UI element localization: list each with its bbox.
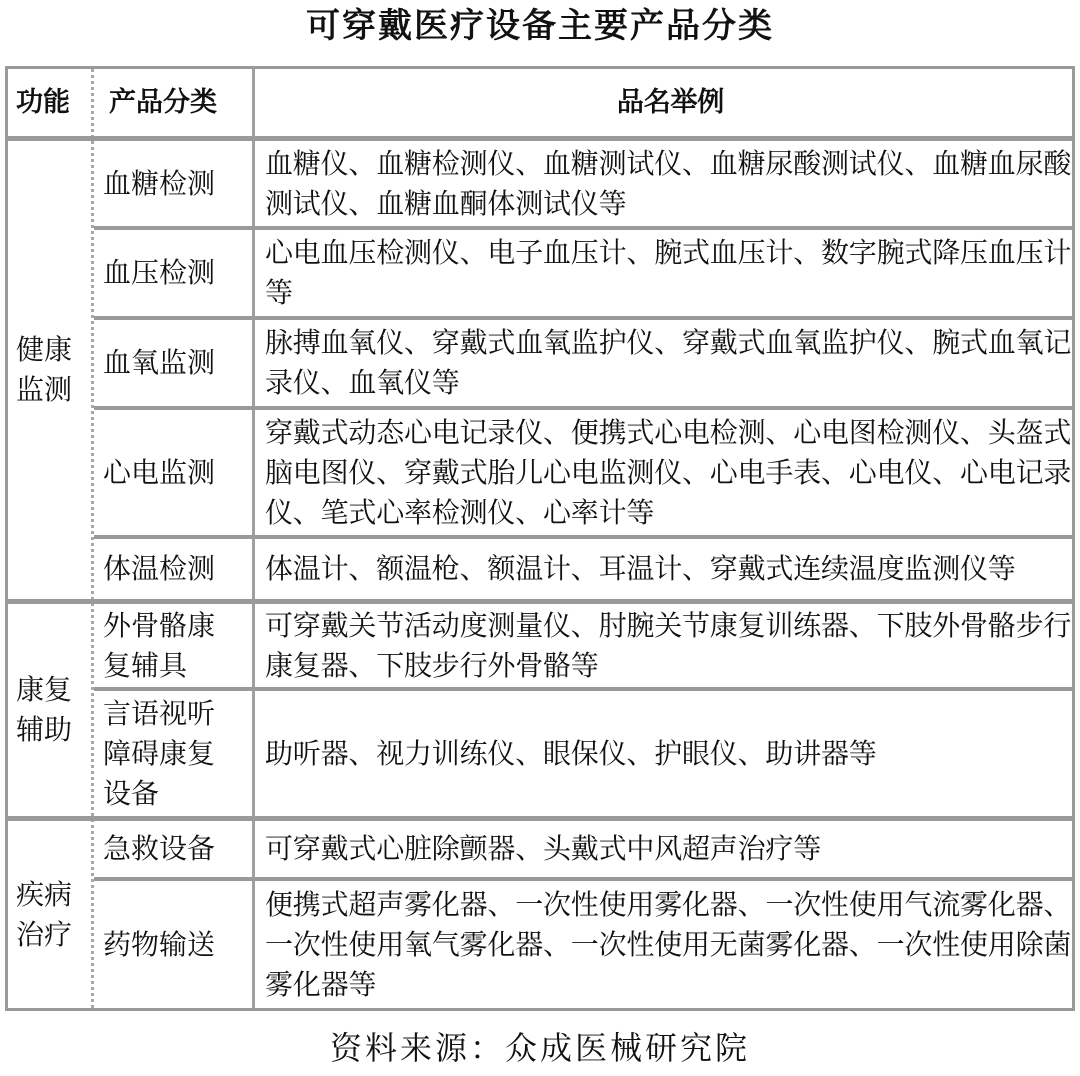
- group-treatment: 疾病治疗: [16, 877, 73, 951]
- group-rehabilitation: 康复辅助: [16, 673, 73, 746]
- examples-cell: 脉搏血氧仪、穿戴式血氧监护仪、穿戴式血氧监护仪、腕式血氧记录仪、血氧仪等: [265, 326, 1072, 399]
- category-cell: 血氧监测: [103, 346, 216, 379]
- category-cell: 外骨骼康复辅具: [103, 608, 216, 682]
- examples-cell: 穿戴式动态心电记录仪、便携式心电检测、心电图检测仪、头盔式脑电图仪、穿戴式胎儿心电监测仪、心电手表、心电仪、心电记录仪、笔式心率检测仪、心率计等: [265, 415, 1072, 529]
- product-table: [5, 66, 1075, 1011]
- examples-cell: 血糖仪、血糖检测仪、血糖测试仪、血糖尿酸测试仪、血糖血尿酸测试仪、血糖血酮体测试仪等: [265, 146, 1072, 220]
- category-cell: 心电监测: [103, 455, 216, 489]
- category-cell: 言语视听障碍康复设备: [103, 696, 216, 810]
- examples-cell: 体温计、额温枪、额温计、耳温计、穿戴式连续温度监测仪等: [265, 552, 1016, 585]
- category-cell: 体温检测: [103, 552, 216, 585]
- category-cell: 血糖检测: [103, 166, 216, 200]
- category-cell: 急救设备: [103, 832, 216, 865]
- examples-cell: 可穿戴式心脏除颤器、头戴式中风超声治疗等: [265, 832, 822, 865]
- examples-cell: 助听器、视力训练仪、眼保仪、护眼仪、助讲器等: [265, 736, 877, 770]
- source-note: 资料来源：众成医械研究院: [329, 1029, 750, 1067]
- category-cell: 血压检测: [103, 256, 216, 289]
- header-function: 功能: [16, 86, 70, 118]
- examples-cell: 便携式超声雾化器、一次性使用雾化器、一次性使用气流雾化器、一次性使用氧气雾化器、一次性使用无菌雾化器、一次性使用除菌雾化器等: [265, 887, 1072, 1001]
- header-category: 产品分类: [109, 86, 217, 118]
- table-title: 可穿戴医疗设备主要产品分类: [306, 6, 774, 46]
- header-examples: 品名举例: [616, 86, 725, 118]
- category-cell: 药物输送: [103, 927, 216, 961]
- examples-cell: 可穿戴关节活动度测量仪、肘腕关节康复训练器、下肢外骨骼步行康复器、下肢步行外骨骼等: [265, 608, 1072, 682]
- group-health-monitoring: 健康监测: [16, 333, 73, 406]
- examples-cell: 心电血压检测仪、电子血压计、腕式血压计、数字腕式降压血压计等: [265, 236, 1072, 309]
